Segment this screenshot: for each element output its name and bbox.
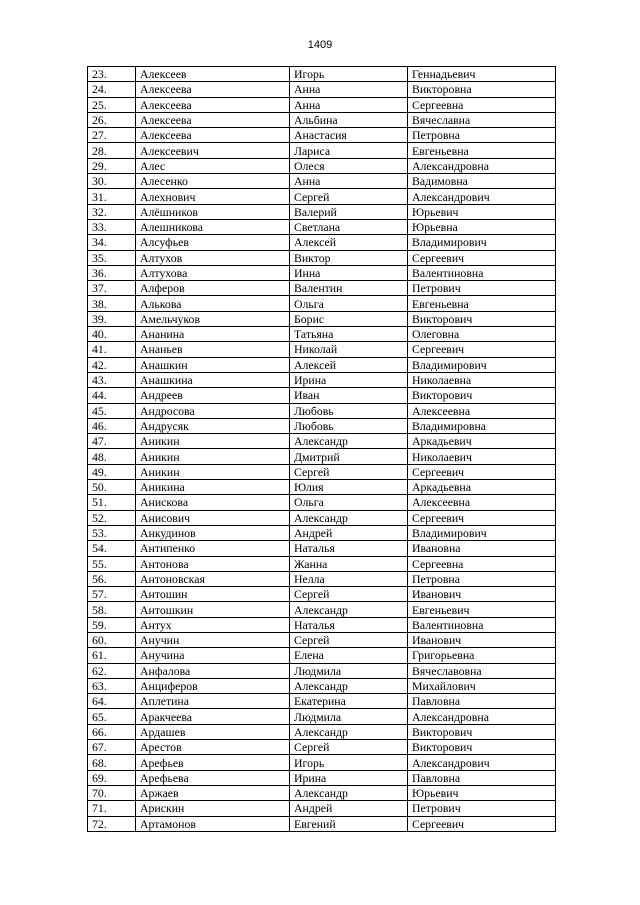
row-number-cell: 43. <box>88 372 136 387</box>
first-name-cell: Валерий <box>290 204 408 219</box>
table-row <box>88 694 556 709</box>
patronymic-cell: Аркадьевна <box>408 480 556 495</box>
row-number-cell: 69. <box>88 770 136 785</box>
table-row <box>88 816 556 831</box>
patronymic-cell: Алексеевна <box>408 495 556 510</box>
last-name-cell: Алексеева <box>136 112 290 127</box>
first-name-cell: Виктор <box>290 250 408 265</box>
row-number-cell: 59. <box>88 617 136 632</box>
row-number-cell: 47. <box>88 434 136 449</box>
first-name-cell: Лариса <box>290 143 408 158</box>
last-name-cell: Аракчеева <box>136 709 290 724</box>
row-number-cell: 36. <box>88 265 136 280</box>
patronymic-cell: Николаевна <box>408 372 556 387</box>
row-number-cell: 63. <box>88 678 136 693</box>
patronymic-cell: Иванович <box>408 632 556 647</box>
first-name-cell: Анна <box>290 174 408 189</box>
patronymic-cell: Петровна <box>408 571 556 586</box>
page-number: 1409 <box>307 39 333 51</box>
names-table <box>87 66 556 832</box>
row-number-cell: 49. <box>88 464 136 479</box>
row-number-cell: 37. <box>88 281 136 296</box>
row-number-cell: 35. <box>88 250 136 265</box>
row-number-cell: 27. <box>88 128 136 143</box>
last-name-cell: Антонова <box>136 556 290 571</box>
first-name-cell: Александр <box>290 678 408 693</box>
table-row <box>88 556 556 571</box>
table-row <box>88 495 556 510</box>
first-name-cell: Анна <box>290 97 408 112</box>
first-name-cell: Любовь <box>290 418 408 433</box>
last-name-cell: Алсуфьев <box>136 235 290 250</box>
row-number-cell: 71. <box>88 801 136 816</box>
patronymic-cell: Александрович <box>408 189 556 204</box>
last-name-cell: Анфалова <box>136 663 290 678</box>
last-name-cell: Арестов <box>136 740 290 755</box>
first-name-cell: Юлия <box>290 480 408 495</box>
patronymic-cell: Ивановна <box>408 541 556 556</box>
last-name-cell: Анучина <box>136 648 290 663</box>
table-row <box>88 67 556 82</box>
first-name-cell: Елена <box>290 648 408 663</box>
table-row <box>88 464 556 479</box>
row-number-cell: 41. <box>88 342 136 357</box>
last-name-cell: Артамонов <box>136 816 290 831</box>
table-row <box>88 801 556 816</box>
table-row <box>88 296 556 311</box>
patronymic-cell: Геннадьевич <box>408 67 556 82</box>
table-row <box>88 709 556 724</box>
table-row <box>88 82 556 97</box>
table-row <box>88 327 556 342</box>
row-number-cell: 66. <box>88 724 136 739</box>
last-name-cell: Алёшников <box>136 204 290 219</box>
table-row <box>88 724 556 739</box>
table-row <box>88 663 556 678</box>
first-name-cell: Алексей <box>290 235 408 250</box>
last-name-cell: Ананьев <box>136 342 290 357</box>
patronymic-cell: Петрович <box>408 281 556 296</box>
last-name-cell: Алексеевич <box>136 143 290 158</box>
last-name-cell: Аникина <box>136 480 290 495</box>
patronymic-cell: Сергеевич <box>408 342 556 357</box>
row-number-cell: 61. <box>88 648 136 663</box>
patronymic-cell: Петровна <box>408 128 556 143</box>
last-name-cell: Алексеев <box>136 67 290 82</box>
table-row <box>88 128 556 143</box>
last-name-cell: Алехнович <box>136 189 290 204</box>
patronymic-cell: Иванович <box>408 587 556 602</box>
first-name-cell: Игорь <box>290 67 408 82</box>
patronymic-cell: Михайлович <box>408 678 556 693</box>
first-name-cell: Иван <box>290 388 408 403</box>
table-row <box>88 587 556 602</box>
row-number-cell: 58. <box>88 602 136 617</box>
table-row <box>88 403 556 418</box>
first-name-cell: Альбина <box>290 112 408 127</box>
row-number-cell: 68. <box>88 755 136 770</box>
first-name-cell: Олеся <box>290 158 408 173</box>
row-number-cell: 23. <box>88 67 136 82</box>
row-number-cell: 31. <box>88 189 136 204</box>
first-name-cell: Сергей <box>290 740 408 755</box>
first-name-cell: Александр <box>290 510 408 525</box>
table-row <box>88 112 556 127</box>
row-number-cell: 52. <box>88 510 136 525</box>
table-row <box>88 525 556 540</box>
last-name-cell: Анциферов <box>136 678 290 693</box>
last-name-cell: Аникин <box>136 464 290 479</box>
patronymic-cell: Сергеевич <box>408 816 556 831</box>
first-name-cell: Любовь <box>290 403 408 418</box>
patronymic-cell: Юрьевич <box>408 785 556 800</box>
last-name-cell: Алферов <box>136 281 290 296</box>
last-name-cell: Алешникова <box>136 219 290 234</box>
patronymic-cell: Петрович <box>408 801 556 816</box>
patronymic-cell: Валентиновна <box>408 265 556 280</box>
first-name-cell: Ольга <box>290 296 408 311</box>
last-name-cell: Анашкин <box>136 357 290 372</box>
first-name-cell: Ирина <box>290 372 408 387</box>
table-row <box>88 648 556 663</box>
row-number-cell: 64. <box>88 694 136 709</box>
table-row <box>88 311 556 326</box>
last-name-cell: Антошин <box>136 587 290 602</box>
first-name-cell: Дмитрий <box>290 449 408 464</box>
patronymic-cell: Вадимовна <box>408 174 556 189</box>
table-row <box>88 357 556 372</box>
first-name-cell: Нелла <box>290 571 408 586</box>
patronymic-cell: Александровна <box>408 158 556 173</box>
patronymic-cell: Викторовна <box>408 82 556 97</box>
first-name-cell: Екатерина <box>290 694 408 709</box>
row-number-cell: 30. <box>88 174 136 189</box>
first-name-cell: Наталья <box>290 541 408 556</box>
last-name-cell: Анучин <box>136 632 290 647</box>
first-name-cell: Борис <box>290 311 408 326</box>
patronymic-cell: Аркадьевич <box>408 434 556 449</box>
table-row <box>88 480 556 495</box>
table-row <box>88 158 556 173</box>
first-name-cell: Александр <box>290 785 408 800</box>
row-number-cell: 57. <box>88 587 136 602</box>
table-row <box>88 449 556 464</box>
last-name-cell: Ананина <box>136 327 290 342</box>
last-name-cell: Алексеева <box>136 82 290 97</box>
row-number-cell: 24. <box>88 82 136 97</box>
row-number-cell: 54. <box>88 541 136 556</box>
last-name-cell: Аникин <box>136 434 290 449</box>
row-number-cell: 44. <box>88 388 136 403</box>
last-name-cell: Арефьев <box>136 755 290 770</box>
patronymic-cell: Юрьевич <box>408 204 556 219</box>
first-name-cell: Сергей <box>290 632 408 647</box>
table-row <box>88 510 556 525</box>
patronymic-cell: Евгеньевна <box>408 143 556 158</box>
first-name-cell: Валентин <box>290 281 408 296</box>
row-number-cell: 70. <box>88 785 136 800</box>
first-name-cell: Сергей <box>290 189 408 204</box>
last-name-cell: Андреев <box>136 388 290 403</box>
first-name-cell: Николай <box>290 342 408 357</box>
table-row <box>88 342 556 357</box>
patronymic-cell: Александрович <box>408 755 556 770</box>
first-name-cell: Александр <box>290 724 408 739</box>
patronymic-cell: Владимирович <box>408 357 556 372</box>
names-table-body <box>88 67 556 832</box>
table-row <box>88 265 556 280</box>
last-name-cell: Арефьева <box>136 770 290 785</box>
row-number-cell: 33. <box>88 219 136 234</box>
row-number-cell: 34. <box>88 235 136 250</box>
patronymic-cell: Евгеньевич <box>408 602 556 617</box>
patronymic-cell: Викторович <box>408 388 556 403</box>
row-number-cell: 56. <box>88 571 136 586</box>
patronymic-cell: Владимирович <box>408 525 556 540</box>
last-name-cell: Анискова <box>136 495 290 510</box>
row-number-cell: 67. <box>88 740 136 755</box>
last-name-cell: Аникин <box>136 449 290 464</box>
row-number-cell: 51. <box>88 495 136 510</box>
patronymic-cell: Вячеславовна <box>408 663 556 678</box>
last-name-cell: Алес <box>136 158 290 173</box>
row-number-cell: 62. <box>88 663 136 678</box>
last-name-cell: Ардашев <box>136 724 290 739</box>
table-row <box>88 617 556 632</box>
table-row <box>88 388 556 403</box>
first-name-cell: Андрей <box>290 525 408 540</box>
last-name-cell: Амельчуков <box>136 311 290 326</box>
table-row <box>88 250 556 265</box>
first-name-cell: Наталья <box>290 617 408 632</box>
table-row <box>88 281 556 296</box>
first-name-cell: Анастасия <box>290 128 408 143</box>
last-name-cell: Андрусяк <box>136 418 290 433</box>
patronymic-cell: Викторович <box>408 740 556 755</box>
row-number-cell: 38. <box>88 296 136 311</box>
table-row <box>88 204 556 219</box>
last-name-cell: Аплетина <box>136 694 290 709</box>
row-number-cell: 72. <box>88 816 136 831</box>
patronymic-cell: Юрьевна <box>408 219 556 234</box>
last-name-cell: Андросова <box>136 403 290 418</box>
first-name-cell: Людмила <box>290 663 408 678</box>
first-name-cell: Татьяна <box>290 327 408 342</box>
table-row <box>88 740 556 755</box>
patronymic-cell: Валентиновна <box>408 617 556 632</box>
table-row <box>88 235 556 250</box>
patronymic-cell: Николаевич <box>408 449 556 464</box>
table-row <box>88 174 556 189</box>
table-row <box>88 372 556 387</box>
first-name-cell: Андрей <box>290 801 408 816</box>
patronymic-cell: Владимирович <box>408 235 556 250</box>
patronymic-cell: Павловна <box>408 694 556 709</box>
table-row <box>88 418 556 433</box>
row-number-cell: 53. <box>88 525 136 540</box>
last-name-cell: Арискин <box>136 801 290 816</box>
table-row <box>88 678 556 693</box>
patronymic-cell: Григорьевна <box>408 648 556 663</box>
first-name-cell: Александр <box>290 602 408 617</box>
first-name-cell: Сергей <box>290 587 408 602</box>
last-name-cell: Анашкина <box>136 372 290 387</box>
first-name-cell: Алексей <box>290 357 408 372</box>
row-number-cell: 28. <box>88 143 136 158</box>
first-name-cell: Инна <box>290 265 408 280</box>
patronymic-cell: Сергеевич <box>408 464 556 479</box>
patronymic-cell: Викторович <box>408 724 556 739</box>
row-number-cell: 60. <box>88 632 136 647</box>
last-name-cell: Алесенко <box>136 174 290 189</box>
row-number-cell: 46. <box>88 418 136 433</box>
table-row <box>88 632 556 647</box>
row-number-cell: 25. <box>88 97 136 112</box>
last-name-cell: Антипенко <box>136 541 290 556</box>
table-row <box>88 219 556 234</box>
table-row <box>88 785 556 800</box>
row-number-cell: 42. <box>88 357 136 372</box>
first-name-cell: Александр <box>290 434 408 449</box>
patronymic-cell: Павловна <box>408 770 556 785</box>
table-row <box>88 189 556 204</box>
row-number-cell: 26. <box>88 112 136 127</box>
patronymic-cell: Алексеевна <box>408 403 556 418</box>
first-name-cell: Светлана <box>290 219 408 234</box>
last-name-cell: Анкудинов <box>136 525 290 540</box>
first-name-cell: Сергей <box>290 464 408 479</box>
patronymic-cell: Сергеевна <box>408 556 556 571</box>
row-number-cell: 29. <box>88 158 136 173</box>
last-name-cell: Алькова <box>136 296 290 311</box>
table-row <box>88 571 556 586</box>
table-row <box>88 755 556 770</box>
patronymic-cell: Евгеньевна <box>408 296 556 311</box>
first-name-cell: Жанна <box>290 556 408 571</box>
patronymic-cell: Сергеевич <box>408 250 556 265</box>
table-row <box>88 770 556 785</box>
last-name-cell: Антоновская <box>136 571 290 586</box>
last-name-cell: Алексеева <box>136 128 290 143</box>
patronymic-cell: Сергеевна <box>408 97 556 112</box>
first-name-cell: Ирина <box>290 770 408 785</box>
last-name-cell: Аржаев <box>136 785 290 800</box>
last-name-cell: Алтухов <box>136 250 290 265</box>
table-row <box>88 143 556 158</box>
table-row <box>88 97 556 112</box>
first-name-cell: Анна <box>290 82 408 97</box>
patronymic-cell: Владимировна <box>408 418 556 433</box>
patronymic-cell: Олеговна <box>408 327 556 342</box>
first-name-cell: Евгений <box>290 816 408 831</box>
first-name-cell: Игорь <box>290 755 408 770</box>
last-name-cell: Алтухова <box>136 265 290 280</box>
last-name-cell: Антух <box>136 617 290 632</box>
row-number-cell: 40. <box>88 327 136 342</box>
patronymic-cell: Сергеевич <box>408 510 556 525</box>
patronymic-cell: Вячеславна <box>408 112 556 127</box>
row-number-cell: 55. <box>88 556 136 571</box>
table-row <box>88 602 556 617</box>
table-row <box>88 434 556 449</box>
first-name-cell: Людмила <box>290 709 408 724</box>
last-name-cell: Алексеева <box>136 97 290 112</box>
row-number-cell: 48. <box>88 449 136 464</box>
last-name-cell: Анисович <box>136 510 290 525</box>
first-name-cell: Ольга <box>290 495 408 510</box>
row-number-cell: 39. <box>88 311 136 326</box>
row-number-cell: 50. <box>88 480 136 495</box>
patronymic-cell: Викторович <box>408 311 556 326</box>
row-number-cell: 32. <box>88 204 136 219</box>
row-number-cell: 45. <box>88 403 136 418</box>
table-row <box>88 541 556 556</box>
row-number-cell: 65. <box>88 709 136 724</box>
patronymic-cell: Александровна <box>408 709 556 724</box>
last-name-cell: Антошкин <box>136 602 290 617</box>
